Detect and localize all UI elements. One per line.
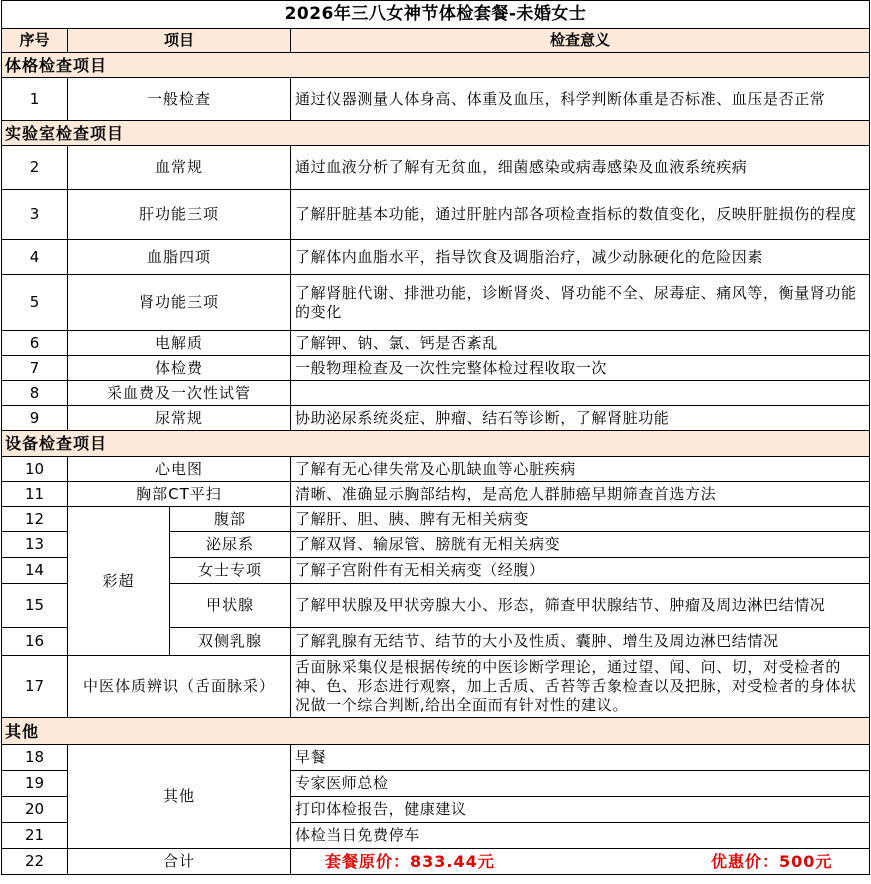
section-title-other: 其他 <box>2 718 870 745</box>
section-title-lab: 实验室检查项目 <box>2 121 870 146</box>
row-item: 一般检查 <box>68 78 291 121</box>
row-number: 1 <box>2 78 68 121</box>
price-cell <box>291 849 870 875</box>
table-row <box>2 331 870 356</box>
row-number: 21 <box>2 823 68 849</box>
row-meaning <box>291 381 870 406</box>
row-meaning: 了解乳腺有无结节、结节的大小及性质、囊肿、增生及周边淋巴结情况 <box>291 628 870 656</box>
section-row-physical <box>2 53 870 78</box>
section-row-other <box>2 718 870 745</box>
row-item: 双侧乳腺 <box>170 628 291 656</box>
table-row <box>2 240 870 275</box>
row-meaning: 了解有无心律失常及心肌缺血等心脏疾病 <box>291 457 870 482</box>
table-row <box>2 190 870 240</box>
table-row <box>2 381 870 406</box>
row-number: 18 <box>2 745 68 771</box>
row-meaning: 协助泌尿系统炎症、肿瘤、结石等诊断，了解肾脏功能 <box>291 406 870 431</box>
row-meaning: 一般物理检查及一次性完整体检过程收取一次 <box>291 356 870 381</box>
row-number: 4 <box>2 240 68 275</box>
row-meaning: 体检当日免费停车 <box>291 823 870 849</box>
row-number: 14 <box>2 558 68 584</box>
row-item: 肾功能三项 <box>68 275 291 331</box>
table-row <box>2 406 870 431</box>
page-title: 2026年三八女神节体检套餐-未婚女士 <box>2 1 870 29</box>
row-meaning: 了解肝脏基本功能，通过肝脏内部各项检查指标的数值变化，反映肝脏损伤的程度 <box>291 190 870 240</box>
header-item: 项目 <box>68 29 291 53</box>
row-number: 15 <box>2 584 68 628</box>
row-meaning: 了解双肾、输尿管、膀胱有无相关病变 <box>291 532 870 558</box>
row-item: 采血费及一次性试管 <box>68 381 291 406</box>
row-meaning: 舌面脉采集仪是根据传统的中医诊断学理论，通过望、闻、问、切，对受检者的神、色、形态进行观察，加上舌质、舌苔等舌象检查以及把脉，对受检者的身体状况做一个综合判断,给出全面而有针对性的建议。 <box>291 656 870 718</box>
row-number: 17 <box>2 656 68 718</box>
table-row <box>2 457 870 482</box>
row-number: 10 <box>2 457 68 482</box>
row-number: 20 <box>2 797 68 823</box>
row-item: 心电图 <box>68 457 291 482</box>
row-meaning: 打印体检报告，健康建议 <box>291 797 870 823</box>
row-item: 电解质 <box>68 331 291 356</box>
row-number: 6 <box>2 331 68 356</box>
row-item: 甲状腺 <box>170 584 291 628</box>
row-item: 胸部CT平扫 <box>68 482 291 507</box>
header-row <box>2 29 870 53</box>
row-item: 体检费 <box>68 356 291 381</box>
row-number: 12 <box>2 507 68 532</box>
table-row <box>2 275 870 331</box>
row-item: 肝功能三项 <box>68 190 291 240</box>
discount-price: 优惠价：500元 <box>711 852 833 871</box>
row-number: 7 <box>2 356 68 381</box>
total-row <box>2 849 870 875</box>
table-row <box>2 482 870 507</box>
row-item: 血常规 <box>68 146 291 190</box>
row-number: 9 <box>2 406 68 431</box>
row-meaning: 了解体内血脂水平，指导饮食及调脂治疗，减少动脉硬化的危险因素 <box>291 240 870 275</box>
table-row <box>2 656 870 718</box>
row-number: 13 <box>2 532 68 558</box>
row-meaning: 专家医师总检 <box>291 771 870 797</box>
row-meaning: 了解肝、胆、胰、脾有无相关病变 <box>291 507 870 532</box>
row-item: 尿常规 <box>68 406 291 431</box>
table-row <box>2 78 870 121</box>
section-title-equipment: 设备检查项目 <box>2 431 870 457</box>
row-item: 腹部 <box>170 507 291 532</box>
table-row <box>2 146 870 190</box>
row-number: 11 <box>2 482 68 507</box>
section-row-lab <box>2 121 870 146</box>
checkup-package-table <box>1 0 870 875</box>
table-row <box>2 507 870 532</box>
table-row <box>2 356 870 381</box>
header-no: 序号 <box>2 29 68 53</box>
row-meaning: 了解甲状腺及甲状旁腺大小、形态，筛查甲状腺结节、肿瘤及周边淋巴结情况 <box>291 584 870 628</box>
row-item: 血脂四项 <box>68 240 291 275</box>
row-number: 5 <box>2 275 68 331</box>
row-meaning: 了解钾、钠、氯、钙是否紊乱 <box>291 331 870 356</box>
row-number: 16 <box>2 628 68 656</box>
ultrasound-group-label: 彩超 <box>68 507 170 656</box>
row-meaning: 了解肾脏代谢、排泄功能，诊断肾炎、肾功能不全、尿毒症、痛风等，衡量肾功能的变化 <box>291 275 870 331</box>
row-meaning: 了解子宫附件有无相关病变（经腹） <box>291 558 870 584</box>
other-group-label: 其他 <box>68 745 291 849</box>
row-number: 19 <box>2 771 68 797</box>
row-meaning: 早餐 <box>291 745 870 771</box>
row-meaning: 清晰、准确显示胸部结构，是高危人群肺癌早期筛查首选方法 <box>291 482 870 507</box>
table-row <box>2 745 870 771</box>
row-number: 8 <box>2 381 68 406</box>
row-item: 泌尿系 <box>170 532 291 558</box>
title-row <box>2 1 870 29</box>
row-meaning: 通过血液分析了解有无贫血，细菌感染或病毒感染及血液系统疾病 <box>291 146 870 190</box>
row-item: 女士专项 <box>170 558 291 584</box>
original-price: 套餐原价：833.44元 <box>325 852 495 871</box>
row-number: 2 <box>2 146 68 190</box>
row-number: 3 <box>2 190 68 240</box>
header-meaning: 检查意义 <box>291 29 870 53</box>
section-row-equipment <box>2 431 870 457</box>
row-meaning: 通过仪器测量人体身高、体重及血压，科学判断体重是否标准、血压是否正常 <box>291 78 870 121</box>
row-item: 中医体质辨识（舌面脉采） <box>68 656 291 718</box>
total-number: 22 <box>2 849 68 875</box>
section-title-physical: 体格检查项目 <box>2 53 870 78</box>
total-label: 合计 <box>68 849 291 875</box>
